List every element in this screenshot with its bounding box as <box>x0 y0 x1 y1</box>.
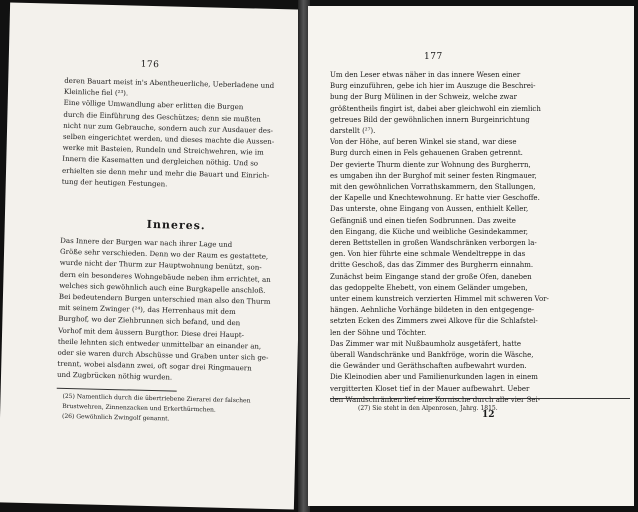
text-line: Kleinliche fiel (²³). <box>63 88 129 98</box>
text-line: dern ein besonderes Wohngebäude neben ihm errichtet, an <box>59 270 271 284</box>
text-line: oder sie waren durch Abschüsse und Graben unter sich ge- <box>57 348 269 362</box>
footnote-rule <box>330 398 630 399</box>
text-line: Größe sehr verschieden. Denn wo der Raum es gestattete, <box>59 247 269 262</box>
text-line: Das unterste, ohne Eingang von Aussen, enthielt Keller, <box>330 205 529 214</box>
body-text <box>62 76 297 194</box>
text-line: Vorhof mit dem äussern Burgthor. Diese drei Haupt- <box>58 326 245 339</box>
text-line: getreues Bild der gewöhnlichen innern Burgeinrichtung <box>330 115 530 124</box>
text-line: tung der heutigen Festungen. <box>61 177 168 189</box>
left-page <box>0 2 306 509</box>
text-line: die Gewänder und Geräthschaften aufbewahrt wurden. <box>330 362 527 371</box>
page-number: 177 <box>424 52 443 62</box>
text-line: (25) Namentlich durch die übertriebene Zierarei der falschen <box>62 392 251 405</box>
text-line: und Zugbrücken nöthig wurden. <box>56 371 173 382</box>
text-line: Gefängniß und einen tiefen Sodbrunnen. Das zweite <box>330 216 516 225</box>
footnote: (27) Sie steht in den Alpenrosen, Jahrg. 1815. <box>358 405 498 412</box>
page-number: 176 <box>140 59 160 71</box>
signature-mark: 12 <box>482 410 495 420</box>
text-line: größtentheils fingirt ist, dabei aber gleichwohl ein ziemlich <box>330 104 541 113</box>
text-line: Die Kleinodien aber und Familienurkunden lagen in einem <box>330 373 538 382</box>
text-line: len der Söhne und Töchter. <box>330 328 427 337</box>
text-line: selben eingerichtet werden, und dieses machte die Aussen- <box>62 132 275 146</box>
section-text <box>57 236 292 387</box>
text-line: nicht nur zum Gebrauche, sondern auch zur Ausdauer des- <box>63 121 274 135</box>
text-line: gen. Von hier führte eine schmale Wendeltreppe in das <box>330 250 526 259</box>
text-line: wurde nicht der Thurm zur Hauptwohnung benützt, son- <box>59 259 262 273</box>
text-line: bung der Burg Mülinen in der Schweiz, welche zwar <box>330 93 517 102</box>
text-line: Brustwehren, Zinnenzacken und Erkerthürmchen. <box>62 402 216 414</box>
text-line: erhielten sie denn mehr und mehr die Bauart und Einrich- <box>61 166 270 180</box>
text-line: durch die Einführung des Geschützes; denn sie mußten <box>63 110 261 124</box>
footnotes <box>62 392 251 427</box>
text-line: vergitterten Kloset tief in der Mauer aufbewahrt. Ueber <box>330 384 530 393</box>
right-page <box>308 6 634 506</box>
text-line: es umgaben ihn der Burghof mit seiner festen Ringmauer, <box>330 171 537 180</box>
text-line: Der gevierte Thurm diente zur Wohnung des Burgherrn, <box>330 160 531 169</box>
text-line: Zunächst beim Eingange stand der große Ofen, daneben <box>330 272 532 281</box>
text-line: dritte Geschoß, das das Zimmer des Burgherrn einnahm. <box>330 261 534 270</box>
text-line: mit seinem Zwinger (²⁴), das Herrenhaus mit dem <box>58 303 236 317</box>
text-line: setzten Ecken des Zimmers zwei Alkove für die Schlafstel- <box>330 317 538 326</box>
text-line: überall Wandschränke und Bankfröge, worin die Wäsche, <box>330 351 534 360</box>
text-line: Das Zimmer war mit Nußbaumholz ausgetäfert, hatte <box>330 339 522 348</box>
text-line: werke mit Basteien, Rundeln und Streichwehren, wie im <box>62 144 264 157</box>
text-line: Eine völlige Umwandlung aber erlitten die Burgen <box>63 99 244 112</box>
text-line: hängen. Aehnliche Vorhänge bildeten in den entgegenge- <box>330 306 535 315</box>
text-line: Von der Höhe, auf beren Winkel sie stand, war diese <box>330 138 517 147</box>
footnote-rule <box>57 388 177 392</box>
text-line: trennt, wobei alsdann zwei, oft sogar drei Ringmauern <box>57 359 252 373</box>
text-line: den Eingang, die Küche und weibliche Gesindekammer, <box>330 227 528 236</box>
section-heading: Inneres. <box>146 217 206 233</box>
text-line: Burg einzuführen, gebe ich hier im Auszuge die Beschrei- <box>330 82 536 91</box>
text-line: den Wandschränken lief eine Kornische durch alle vier Sei- <box>330 395 541 404</box>
text-line: mit den gewöhnlichen Vorrathskammern, den Stallungen, <box>330 183 536 192</box>
text-line: theile lehnten sich entweder unmittelbar an einander an, <box>57 337 262 351</box>
text-line: Das Innere der Burgen war nach ihrer Lage und <box>60 236 233 249</box>
text-line: (26) Gewöhnlich Zwingolf genannt. <box>61 412 170 423</box>
text-line: Bei bedeutendern Burgen unterschied man also den Thurm <box>58 292 271 306</box>
text-line: deren Bettstellen in großen Wandschränken verborgen la- <box>330 239 537 248</box>
text-line: Burghof, wo der Ziehbrunnen sich befand, und den <box>58 315 241 328</box>
text-line: das gedoppelte Ehebett, von einem Geländer umgeben, <box>330 283 528 292</box>
text-line: welches sich gewöhnlich auch eine Burgkapelle anschloß. <box>59 281 266 295</box>
text-line: Innern die Kasematten und dergleichen nöthig. Und so <box>62 155 259 168</box>
text-line: deren Bauart meist in's Abentheuerliche, Ueberladene und <box>64 76 275 90</box>
text-line: unter einem kunstreich verzierten Himmel mit schweren Vor- <box>330 295 549 304</box>
text-line: Um den Leser etwas näher in das innere Wesen einer <box>330 71 521 79</box>
text-line: der Kapelle und Knechtewohnung. Er hatte vier Geschoffe. <box>330 194 540 203</box>
text-line: Burg durch einen in Fels gehauenen Graben getrennt. <box>330 149 523 158</box>
body-text <box>330 70 630 406</box>
text-line: darstellt (²⁷). <box>330 127 376 136</box>
